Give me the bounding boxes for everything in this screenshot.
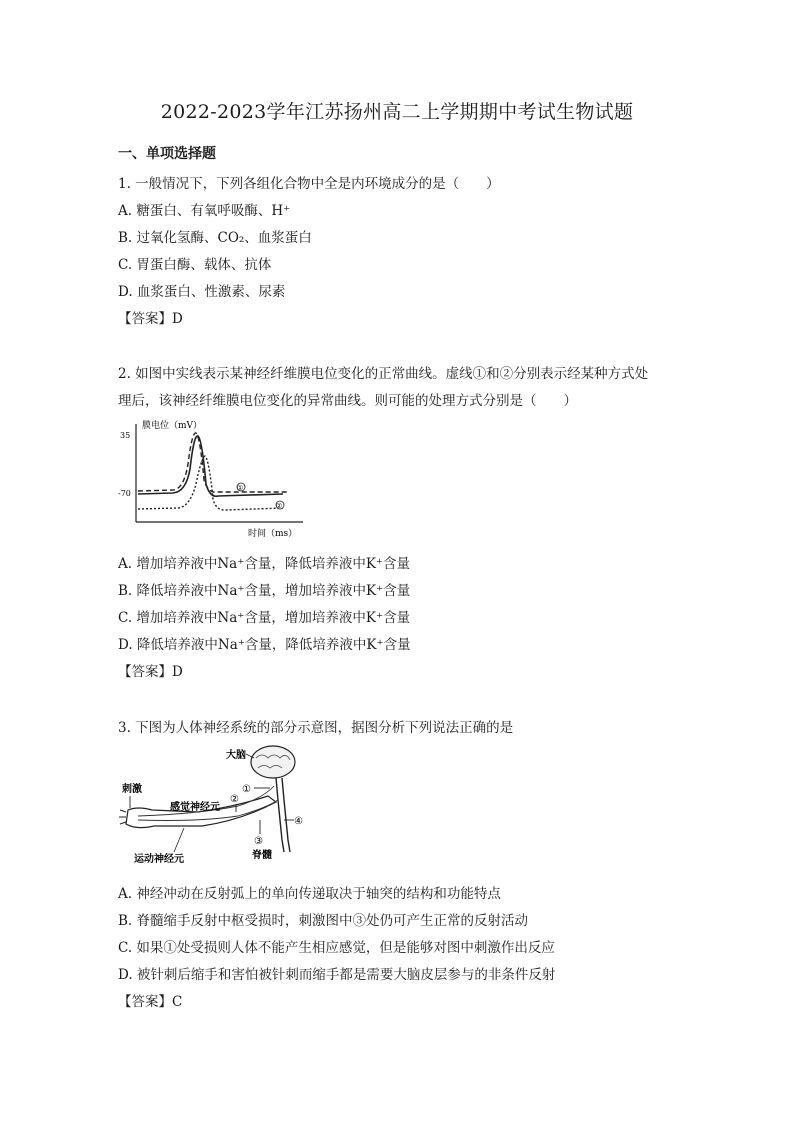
label-stimulus: 刺激 <box>122 784 142 795</box>
tick-minus70: -70 <box>118 489 131 498</box>
curve-2-label: ② <box>276 502 283 510</box>
q1-stem: 1. 一般情况下，下列各组化合物中全是内环境成分的是（ ） <box>118 176 500 192</box>
marker-4: ④ <box>294 816 303 827</box>
marker-2: ② <box>230 794 239 805</box>
curve-1 <box>138 433 288 492</box>
membrane-potential-chart <box>118 414 318 544</box>
q3-stem: 3. 下图为人体神经系统的部分示意图，据图分析下列说法正确的是 <box>118 720 514 736</box>
q1-answer: 【答案】D <box>118 311 183 327</box>
q1-option-a: A. 糖蛋白、有氧呼吸酶、H⁺ <box>118 203 291 219</box>
x-axis-label: 时间（ms） <box>248 529 298 539</box>
q3-option-b: B. 脊髓缩手反射中枢受损时，刺激图中③处仍可产生正常的反射活动 <box>118 913 529 929</box>
q1-option-c: C. 胃蛋白酶、载体、抗体 <box>118 257 272 273</box>
marker-1: ① <box>242 784 251 795</box>
q2-option-b: B. 降低培养液中Na⁺含量，增加培养液中K⁺含量 <box>118 583 411 599</box>
q3-answer: 【答案】C <box>118 994 183 1010</box>
q1-option-d: D. 血浆蛋白、性激素、尿素 <box>118 284 286 300</box>
curve-1-label: ① <box>237 484 244 492</box>
tick-35: 35 <box>120 431 131 440</box>
label-brain: 大脑 <box>226 750 246 761</box>
q2-option-a: A. 增加培养液中Na⁺含量，降低培养液中K⁺含量 <box>118 556 411 572</box>
label-sensory: 感觉神经元 <box>170 802 220 813</box>
q3-option-a: A. 神经冲动在反射弧上的单向传递取决于轴突的结构和功能特点 <box>118 886 501 902</box>
label-motor: 运动神经元 <box>134 854 184 865</box>
q3-option-c: C. 如果①处受损则人体不能产生相应感觉，但是能够对图中刺激作出反应 <box>118 940 555 956</box>
nervous-system-figure <box>118 740 328 868</box>
label-spinal: 脊髓 <box>252 850 272 861</box>
q2-answer: 【答案】D <box>118 664 183 680</box>
q2-stem-line2: 理后，该神经纤维膜电位变化的异常曲线。则可能的处理方式分别是（ ） <box>118 393 577 409</box>
q2-stem-line1: 2. 如图中实线表示某神经纤维膜电位变化的正常曲线。虚线①和②分别表示经某种方式处 <box>118 366 649 382</box>
q2-option-c: C. 增加培养液中Na⁺含量，增加培养液中K⁺含量 <box>118 610 411 626</box>
q1-option-b: B. 过氧化氢酶、CO₂、血浆蛋白 <box>118 230 312 246</box>
page-title: 2022-2023学年江苏扬州高二上学期期中考试生物试题 <box>160 101 634 123</box>
q2-option-d: D. 降低培养液中Na⁺含量，降低培养液中K⁺含量 <box>118 637 411 653</box>
normal-curve <box>138 436 283 496</box>
marker-3: ③ <box>254 836 263 847</box>
q3-option-d: D. 被针刺后缩手和害怕被针刺而缩手都是需要大脑皮层参与的非条件反射 <box>118 967 556 983</box>
y-axis-label: 膜电位（mV） <box>142 421 203 431</box>
section-heading: 一、单项选择题 <box>118 146 216 162</box>
curve-2 <box>138 456 283 510</box>
brain-icon <box>251 746 295 778</box>
